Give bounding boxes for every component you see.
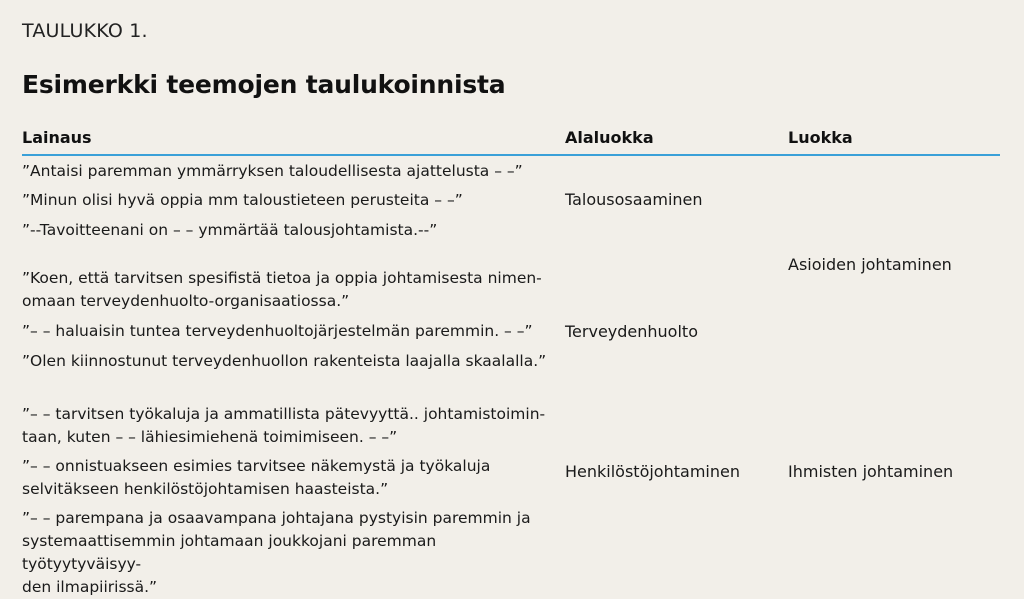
category-ihmisten: Ihmisten johtaminen [788, 462, 954, 481]
quote-9: ”– – parempana ja osaavampana johtajana pystyisin paremmin ja systemaattisemmin johtamaan joukkojani paremman työtyytyväisyy- den ilmapiirissä.” [22, 509, 531, 596]
table-header [22, 128, 1000, 156]
subcategory-terveydenhuolto: Terveydenhuolto [565, 322, 698, 341]
header-rule [22, 154, 1000, 156]
table-title: Esimerkki teemojen taulukoinnista [22, 70, 506, 99]
header-quote: Lainaus [22, 128, 92, 147]
header-category: Luokka [788, 128, 853, 147]
header-subcategory: Alaluokka [565, 128, 654, 147]
category-asioiden: Asioiden johtaminen [788, 255, 952, 274]
subcategory-talous: Talousosaaminen [565, 190, 703, 209]
quote-5: ”– – haluaisin tuntea terveydenhuoltojärjestelmän paremmin. – –” [22, 322, 533, 340]
table-label: TAULUKKO 1. [22, 20, 148, 42]
quote-8: ”– – onnistuakseen esimies tarvitsee näkemystä ja työkaluja selvitäkseen henkilöstöjohtamisen haasteista.” [22, 457, 491, 498]
subcategory-henkilosto: Henkilöstöjohtaminen [565, 462, 740, 481]
quote-2: ”Minun olisi hyvä oppia mm taloustieteen perusteita – –” [22, 191, 463, 209]
quote-7: ”– – tarvitsen työkaluja ja ammatillista pätevyyttä.. johtamistoimin- taan, kuten – – lähiesimiehenä toimimiseen. – –” [22, 405, 546, 446]
quote-6: ”Olen kiinnostunut terveydenhuollon rakenteista laajalla skaalalla.” [22, 352, 547, 370]
quote-1: ”Antaisi paremman ymmärryksen taloudellisesta ajattelusta – –” [22, 162, 523, 180]
quote-3: ”--Tavoitteenani on – – ymmärtää talousjohtamista.--” [22, 221, 438, 239]
quote-4: ”Koen, että tarvitsen spesifistä tietoa ja oppia johtamisesta nimen- omaan terveydenhuolto-organisaatiossa.” [22, 269, 542, 310]
